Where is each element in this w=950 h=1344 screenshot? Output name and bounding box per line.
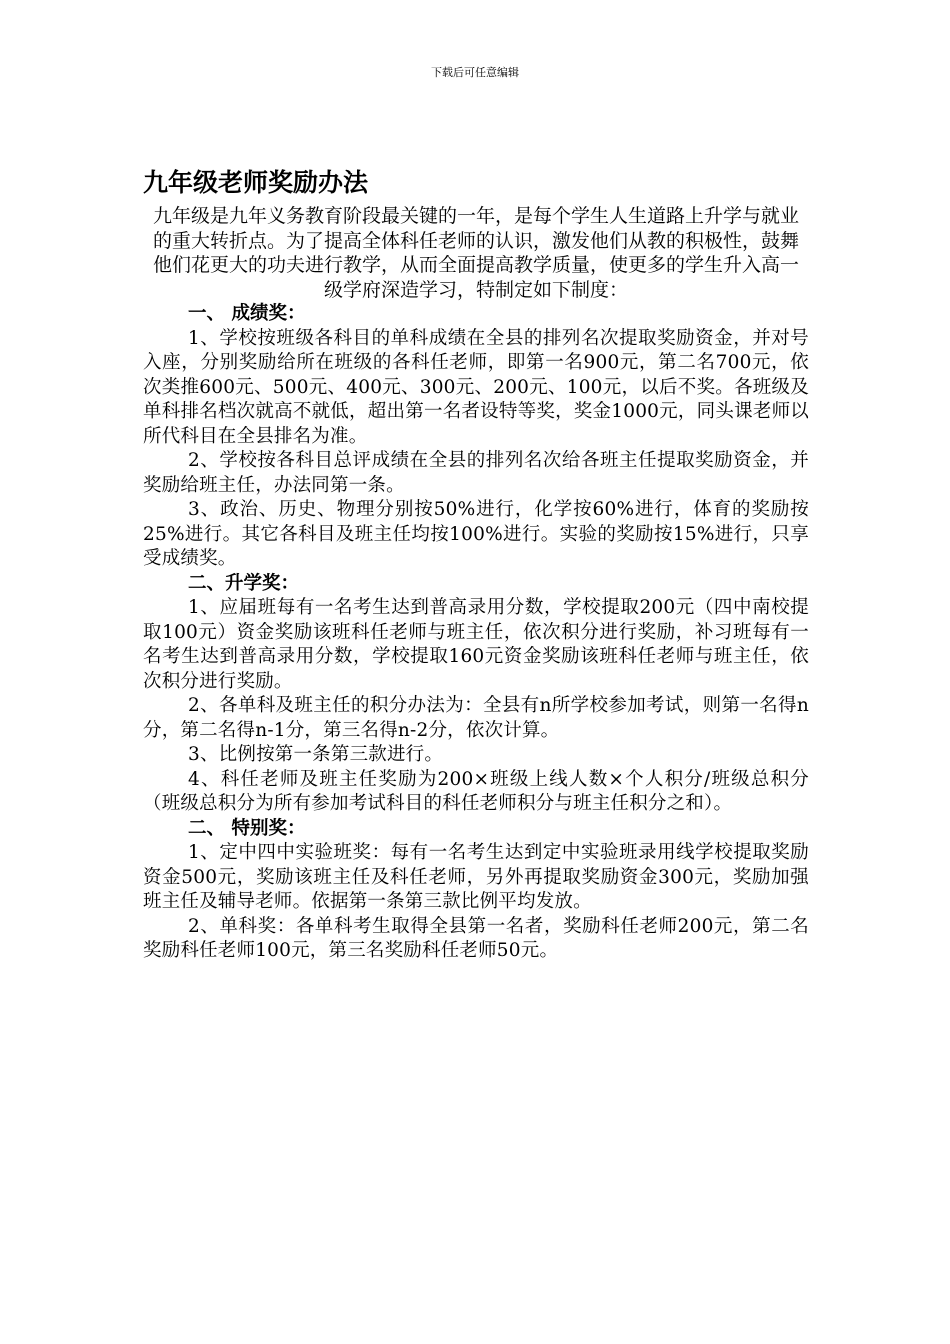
- section-special-award: [143, 817, 809, 964]
- section-paragraph: 1、学校按班级各科目的单科成绩在全县的排列名次提取奖励资金，并对号入座，分别奖励给所在班级的各科任老师，即第一名900元，第二名700元，依次类推600元、500元、400元、300元、200元、100元，以后不奖。各班级及单科排名档次就高不就低，超出第一名者设特等奖，奖金1000元，同头课老师以所代科目在全县排名为准。: [143, 327, 809, 447]
- section-heading: 一、 成绩奖：: [188, 303, 306, 324]
- section-paragraph: 4、科任老师及班主任奖励为200×班级上线人数×个人积分/班级总积分（班级总积分为所有参加考试科目的科任老师积分与班主任积分之和）。: [143, 768, 809, 814]
- section-paragraph: 1、应届班每有一名考生达到普高录用分数，学校提取200元（四中南校提取100元）资金奖励该班科任老师与班主任，依次积分进行奖励，补习班每有一名考生达到普高录用分数，学校提取160元资金奖励该班科任老师与班主任，依次积分进行奖励。: [143, 597, 809, 692]
- section-heading: 二、 特别奖：: [188, 817, 306, 839]
- section-grade-award: [143, 302, 809, 572]
- section-heading: 二、升学奖：: [188, 572, 300, 594]
- intro-paragraph: 九年级是九年义务教育阶段最关键的一年，是每个学生人生道路上升学与就业的重大转折点。为了提高全体科任老师的认识，激发他们从教的积极性，鼓舞他们花更大的功夫进行教学，从而全面提高教学质量，使更多的学生升入高一级学府深造学习，特制定如下制度：: [153, 205, 800, 301]
- section-paragraph: 2、学校按各科目总评成绩在全县的排列名次给各班主任提取奖励资金，并奖励给班主任，办法同第一条。: [143, 450, 809, 496]
- section-paragraph: 2、各单科及班主任的积分办法为：全县有n所学校参加考试，则第一名得n分，第二名得n-1分，第三名得n-2分，依次计算。: [143, 695, 809, 741]
- section-paragraph: 1、定中四中实验班奖：每有一名考生达到定中实验班录用线学校提取奖励资金500元，奖励该班主任及科任老师，另外再提取奖励资金300元，奖励加强班主任及辅导老师。依据第一条第三款比例平均发放。: [143, 842, 809, 912]
- section-paragraph: 3、政治、历史、物理分别按50%进行，化学按60%进行，体育的奖励按25%进行。其它各科目及班主任均按100%进行。实验的奖励按15%进行，只享受成绩奖。: [143, 499, 809, 569]
- section-enrollment-award: [143, 572, 809, 817]
- section-paragraph: 2、单科奖：各单科考生取得全县第一名者，奖励科任老师200元，第二名奖励科任老师100元，第三名奖励科任老师50元。: [143, 915, 809, 961]
- document-title: 九年级老师奖励办法: [143, 168, 369, 197]
- page-header-note: 下载后可任意编辑: [431, 66, 519, 79]
- document-body: [143, 166, 809, 964]
- section-paragraph: 3、比例按第一条第三款进行。: [188, 744, 444, 765]
